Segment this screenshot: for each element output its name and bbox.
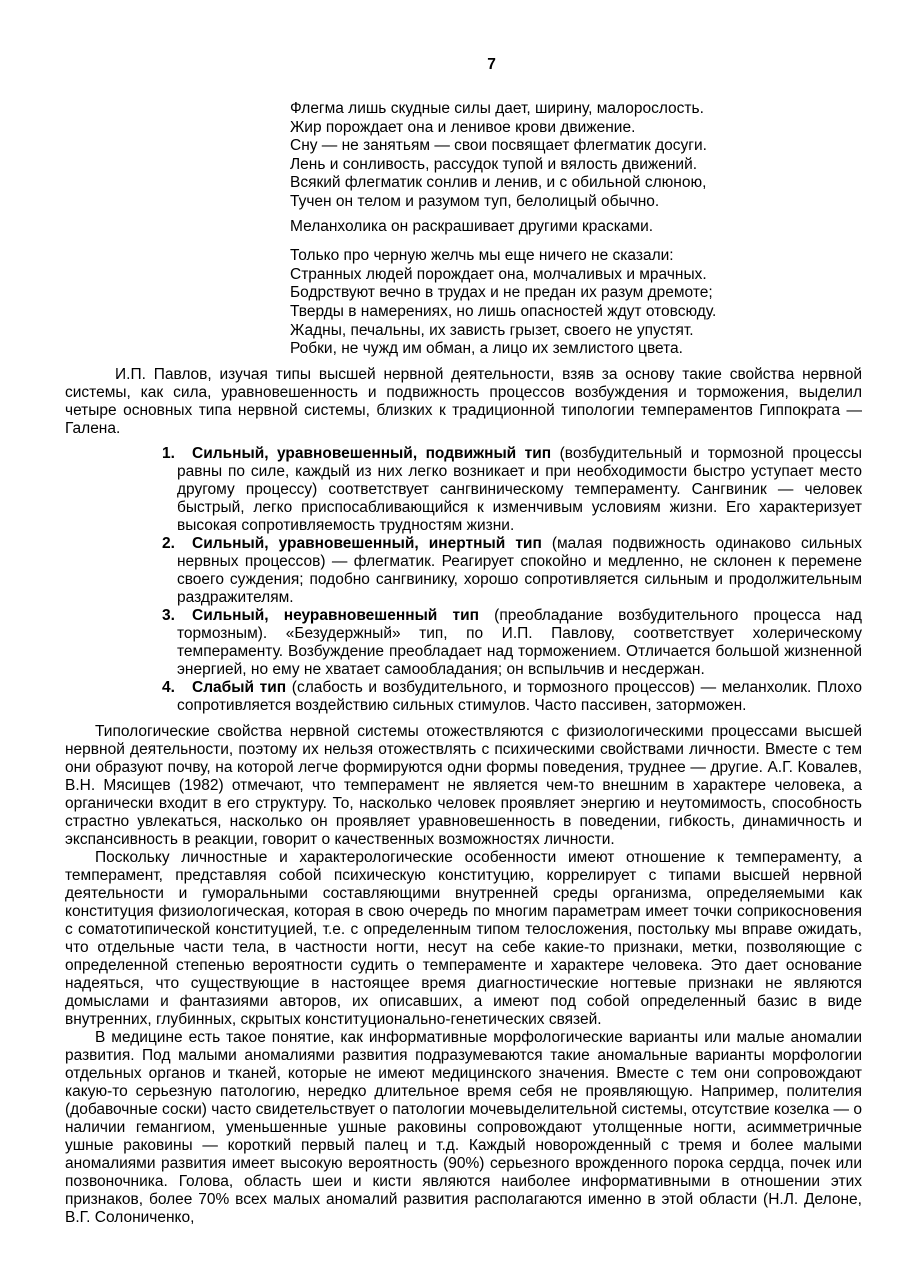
list-number: 1. <box>162 444 175 462</box>
list-item-lead: Сильный, уравновешенный, подвижный тип <box>192 444 552 462</box>
list-item-lead: Слабый тип <box>192 678 287 696</box>
list-item-lead: Сильный, уравновешенный, инертный тип <box>192 534 542 552</box>
paragraph-pavlov-typology: И.П. Павлов, изучая типы высшей нервной деятельности, взяв за основу такие свойства нервной системы, как сила, уравновешенность и подвижность процессов возбуждения и торможения, выделил четыре основных типа нервной системы, близких к традиционной типологии темпераментов Гиппократа — Галена. <box>65 365 862 437</box>
list-item-text: (слабость и возбудительного, и тормозного процессов) — меланхолик. Плохо сопротивляется воздействию сильных стимулов. Часто пассивен, заторможен. <box>177 678 863 714</box>
list-number: 2. <box>162 534 175 552</box>
list-item-sanguine-type <box>162 444 863 535</box>
body-text <box>65 366 862 1227</box>
paragraph-minor-anomalies: В медицине есть такое понятие, как информативные морфологические варианты или малые аномалии развития. Под малыми аномалиями развития подразумеваются такие аномальные варианты морфологии отдельных органов и тканей, которые не имеют медицинского значения. Вместе с тем они сопровождают какую-то серьезную патологию, нередко длительное время себя не проявляющую. Например, полителия (добавочные соски) часто свидетельствует о патологии мочевыделительной системы, отсутствие козелка — о наличии гемангиом, уменьшенные ушные раковины сопровождают утолщенные ногти, асимметричные ушные раковины — короткий первый палец и т.д. Каждый новорожденный с тремя и более малыми аномалиями развития имеет высокую вероятность (90%) серьезного врожденного порока сердца, почек или позвоночника. Голова, область шеи и кисти являются наиболее информативными в отношении этих признаков, более 70% всех малых аномалий развития располагаются именно в этой области (Н.Л. Делоне, В.Г. Солониченко, <box>65 1028 862 1226</box>
poem-line: Сну — не занятьям — свои посвящает флегматик досуги. <box>290 137 707 155</box>
nervous-system-types-list <box>65 445 862 715</box>
poem-stanza-melancholic-intro <box>290 218 862 237</box>
poem-line: Всякий флегматик сонлив и ленив, и с обильной слюною, <box>290 174 707 192</box>
page-number: 7 <box>487 56 496 73</box>
poem-line: Жир порождает она и ленивое крови движение. <box>290 118 636 136</box>
poem-line: Бодрствуют вечно в трудах и не предан их разум дремоте; <box>290 284 713 302</box>
poem-stanza-black-bile <box>290 247 862 359</box>
list-item-text: (возбудительный и тормозной процессы равны по силе, каждый из них легко возникает и при необходимости быстро уступает место другому процессу) соответствует сангвиническому темпераменту. Сангвиник — человек быстрый, легко приспосабливающийся к изменчивым условиям жизни. Его характеризует высокая сопротивляемость трудностям жизни. <box>177 444 863 534</box>
list-item-lead: Сильный, неуравновешенный тип <box>192 606 479 624</box>
poem-line: Меланхолика он раскрашивает другими красками. <box>290 217 654 235</box>
poem-block <box>290 100 862 359</box>
list-number: 3. <box>162 606 175 624</box>
poem-line: Лень и сонливость, рассудок тупой и вялость движений. <box>290 155 698 173</box>
paragraph-constitution-correlation: Поскольку личностные и характерологические особенности имеют отношение к темпераменту, а темперамент, представляя собой психическую конституцию, коррелирует с типами высшей нервной деятельности и гуморальными составляющими внутренней среды организма, определяемыми как конституция физиологическая, которая в свою очередь по многим параметрам имеет точки соприкосновения с соматотипической конституцией, т.е. с определенным типом телосложения, постольку мы вправе ожидать, что отдельные части тела, в частности ногти, несут на себе какие-то признаки, метки, позволяющие с определенной степенью вероятности судить о темпераменте и характере человека. Это дает основание надеяться, что существующие в настоящее время диагностические ногтевые признаки не являются домыслами и фантазиями авторов, их описавших, а имеют под собой определенный базис в виде внутренних, глубинных, скрытых конституционально-генетических связей. <box>65 848 862 1028</box>
list-number: 4. <box>162 678 175 696</box>
poem-line: Флегма лишь скудные силы дает, ширину, малорослость. <box>290 100 704 117</box>
poem-line: Тучен он телом и разумом туп, белолицый обычно. <box>290 192 660 210</box>
list-item-melancholic-type <box>162 678 863 715</box>
paragraph-typological-properties: Типологические свойства нервной системы отожествляются с физиологическими процессами высшей нервной деятельности, поэтому их нельзя отожествлять с психическими свойствами личности. Вместе с тем они образуют почву, на которой легче формируются одни формы поведения, труднее — другие. А.Г. Ковалев, В.Н. Мясищев (1982) отмечают, что темперамент не является чем-то внешним в характере человека, а органически входит в его структуру. То, насколько человек проявляет энергию и неутомимость, способность страстно увлекаться, насколько он проявляет уравновешенность в поведении, гибкость, динамичность и экспансивность в реакции, говорит о качественных возможностях личности. <box>65 722 862 848</box>
poem-line: Только про черную желчь мы еще ничего не сказали: <box>290 247 674 265</box>
poem-line: Робки, не чужд им обман, а лицо их землистого цвета. <box>290 340 683 358</box>
poem-line: Жадны, печальны, их зависть грызет, своего не упустят. <box>290 321 694 339</box>
poem-stanza-phlegm <box>290 100 862 212</box>
list-item-phlegmatic-type <box>162 534 862 607</box>
list-item-choleric-type <box>162 606 862 679</box>
poem-line: Странных людей порождает она, молчаливых и мрачных. <box>290 265 707 283</box>
list-item-text: (преобладание возбудительного процесса над тормозным). «Безудержный» тип, по И.П. Павлову, соответствует холерическому темпераменту. Возбуждение преобладает над торможением. Отличается большой жизненной энергией, но ему не хватает самообладания; он вспыльчив и несдержан. <box>177 606 862 678</box>
list-item-text: (малая подвижность одинаково сильных нервных процессов) — флегматик. Реагирует спокойно и медленно, не склонен к перемене своего суждения; подобно сангвинику, хорошо сопротивляется сильным и продолжительным раздражителям. <box>177 534 862 606</box>
poem-line: Тверды в намерениях, но лишь опасностей ждут отовсюду. <box>290 302 717 320</box>
